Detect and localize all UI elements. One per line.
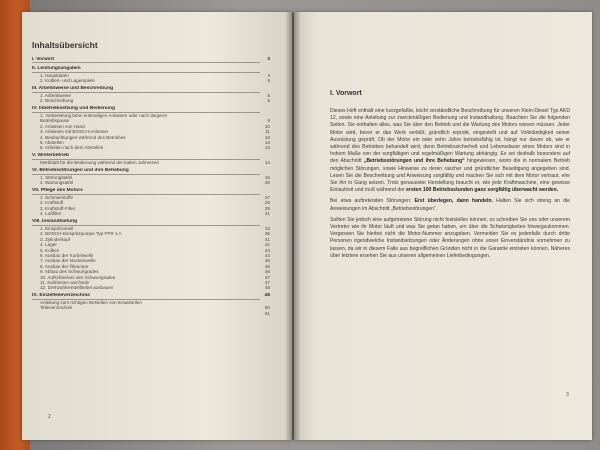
toc-entry-text: 10. Aufschlecken des Schwungrades	[40, 274, 116, 280]
toc-entry	[32, 78, 270, 83]
toc-entry-text: 1. Vorbereitung beim erstmaligen Anlassen oder nach längerer	[40, 113, 168, 119]
toc-entry-text: 3. Anlassen mit BOSCH-Anlasser	[40, 129, 109, 135]
toc-entry-text: Merkblatt für die Bedienung während der kalten Jahreszeit	[40, 160, 159, 166]
toc-section	[32, 66, 270, 71]
vorwort-body	[330, 108, 570, 264]
toc-section	[32, 153, 270, 158]
toc-entry-text: Betriebspause	[40, 118, 70, 124]
toc-entry-text: 5. Abstellen	[40, 140, 64, 146]
toc-entry-page: 46	[264, 263, 270, 269]
toc-entry-text: II. Leistungsangaben	[32, 65, 81, 71]
toc-entry-text: 8. Ausbau der Ölpumpe	[40, 263, 89, 269]
toc-entry-page: 47	[264, 279, 270, 285]
book-gutter	[286, 12, 300, 440]
toc-entry-page: 45	[264, 258, 270, 264]
toc-entry-text: 2. Beschreibung	[40, 98, 74, 104]
toc-entry-text: 2. Kraftstoff	[40, 200, 64, 206]
toc-entry	[32, 160, 270, 165]
toc-entry-text: IV. Inbetriebsetzung und Bedienung	[32, 106, 115, 112]
toc-entry-page: 51	[264, 310, 270, 316]
toc-entry-text: 2. Wartungstafel	[40, 180, 74, 186]
toc-entry-page: 36	[264, 231, 270, 237]
toc-entry-text: 4. Luftfilter	[40, 211, 62, 217]
toc-entry-text: VII. Pflege des Motors	[32, 188, 83, 194]
toc-entry-text: III. Arbeitsweise und Beschreibung	[32, 86, 114, 92]
toc-entry	[32, 180, 270, 185]
vorwort-paragraph	[330, 217, 570, 260]
toc-entry-page: 5	[267, 78, 270, 84]
toc-entry-text: 1. Arbeitsweise	[40, 92, 71, 98]
toc-section	[32, 293, 270, 298]
toc-entry-text: 2. Anlassen von Hand	[40, 123, 85, 129]
toc-entry-page: 33	[264, 226, 270, 232]
toc-entry-page: 27	[264, 195, 270, 201]
toc-entry-text: 1. Einspritzventil	[40, 226, 74, 232]
table-of-contents	[32, 54, 270, 316]
toc-section	[32, 219, 270, 224]
toc-entry-page: 12	[264, 134, 270, 140]
toc-entry-page: 15	[264, 174, 270, 180]
toc-entry-text: I. Vorwort	[32, 56, 55, 62]
right-page-number: 3	[566, 392, 569, 398]
toc-entry-page: 13	[264, 145, 270, 151]
toc-entry-page: 13	[264, 140, 270, 146]
body-text: Halten Sie sich streng an die Anweisungen im Abschnitt „Betriebsstörungen“.	[330, 198, 570, 212]
toc-entry-page: 4	[267, 72, 270, 78]
toc-entry-text: 2. BOSCH-Einspritzpumpe Typ PFR 1 A	[40, 231, 122, 237]
toc-entry-text: 5. Kolben	[40, 247, 60, 253]
emphasis-text: ersten 100 Betriebsstunden ganz sorgfältig überwacht werden.	[406, 187, 559, 194]
vorwort-paragraph	[330, 198, 570, 212]
toc-entry-text: 1. Störungstafel	[40, 174, 73, 180]
toc-entry-page: 48	[264, 285, 270, 291]
toc-entry-page: 11	[265, 129, 270, 135]
toc-entry-text: 2. Kolben- und Lagerspiele	[40, 78, 95, 84]
toc-section	[32, 188, 270, 193]
toc-section	[32, 106, 270, 111]
toc-entry-text: 6. Arbeiten nach dem Abstellen	[40, 145, 104, 151]
toc-entry	[32, 211, 270, 216]
toc-entry-text: V. Winterbetrieb	[32, 153, 70, 159]
toc-entry-text: 9. Abbau des Schwungrades	[40, 269, 99, 275]
toc-entry-text: IX. Einzelteileverzeichnis	[32, 293, 90, 299]
body-text: Dieses Heft enthält eine kurzgefaßte, leicht verständliche Beschreibung für unseren Klein-Diesel Typ AKD 12, sowie eine Anleitung zur zweckmäßigen Bedienung und Instandhaltung. Beachten Sie die folgenden Seiten. Sie enthalten alles, was Sie über den Betrieb und die Wartung des Motors wissen müssen. Jeder Motor wird, bevor er das Werk verläßt, gründlich erprobt, eingestellt und auf Vollständigkeit seiner Ausrüstung geprüft. Ob der Motor ein oder zehn Jahre betriebsfähig ist, hängt nur davon ab, wie er während des Betriebes behandelt wird, denn Betriebssicherheit und Lebensdauer eines Motors sind in hohem Maße von der sorgfältigen und regelmäßigen Wartung abhängig. Es sei deshalb besonders auf den Abschnitt	[330, 108, 570, 165]
toc-entry-page: 3	[267, 56, 270, 62]
toc-entry-text: 1. Hauptdaten	[40, 72, 69, 78]
body-text: hingewiesen, worin die in normalem Betrieb möglichen Störungen, sowie Hinweise zu deren rascher und gründlicher Beseitigung angegeben sind. Lesen Sie die Beschreibung und Anweisung sorgfältig und machen Sie sich mit dem Motor vertraut, ehe Sie ihn in Gang setzen. Trotz genauester Herstellung braucht er, wie jede Kraftmaschine, eine gewisse Einlaufzeit und muß während der	[330, 158, 571, 194]
toc-section	[32, 86, 270, 91]
toc-entry-page: 41	[264, 236, 270, 242]
toc-entry-page: 47	[264, 274, 270, 280]
emphasis-text: „Betriebsstörungen und ihre Behebung“	[363, 158, 465, 165]
toc-entry-page: 26	[264, 180, 270, 186]
toc-entry-page: 31	[264, 211, 270, 217]
toc-entry-text: 3. Kraftstoff-Filter	[40, 205, 76, 211]
toc-entry-page: 29	[264, 200, 270, 206]
toc-entry-page: 44	[264, 247, 270, 253]
vorwort-paragraph	[330, 108, 570, 194]
toc-entry-text: 7. Ausbau der Nockenwelle	[40, 258, 96, 264]
toc-entry-text: Anleitung zum richtigen Bestellen von Ersatzteilen	[40, 300, 142, 306]
toc-entry-page: 46	[264, 269, 270, 275]
section-rule	[32, 62, 260, 63]
toc-entry-page: 6	[267, 92, 270, 98]
toc-entry-text: VI. Betriebsstörungen und ihre Behebung	[32, 168, 129, 174]
toc-entry-page: 50	[264, 305, 270, 311]
toc-entry-page: 6	[267, 98, 270, 104]
toc-entry-page: 48	[264, 293, 270, 299]
toc-section	[32, 57, 270, 62]
body-text: Sollten Sie jedoch eine aufgetretene Störung nicht feststellen können, so schreiben Sie uns oder unserem Vertreter wie ihr Motor läuft und was Sie getan haben, um über die Schwierigkeiten hinwegzukommen. Vergessen Sie hierbei nicht die Motor-Nummer anzugeben. Vermeiden Sie es jedenfalls durch dritte Personen irgendwelche Instandsetzungen oder Änderungen ohne unser Einverständnis vornehmen zu lassen, da wir in diesem Falle aus begreiflichen Gründen nicht in die Garantie eintreten können. Näheres über letztere ersehen Sie aus unseren allgemeinen Lieferbedingungen.	[330, 216, 570, 259]
toc-entry-text: 3. Zylinderkopf	[40, 236, 71, 242]
toc-entry	[32, 98, 270, 103]
left-page-number: 2	[48, 414, 51, 420]
toc-entry-text: 4. Lager	[40, 242, 57, 248]
toc-entry-page: 10	[264, 123, 270, 129]
toc-entry-text: 11. Keilriemen wechseln	[40, 279, 90, 285]
toc-entry-text: 6. Ausbau der Kurbelwelle	[40, 252, 94, 258]
toc-entry-page: 29	[264, 205, 270, 211]
toc-entry	[32, 145, 270, 150]
toc-entry-page: 42	[264, 242, 270, 248]
toc-title: Inhaltsübersicht	[32, 40, 98, 50]
toc-entry-page: 44	[264, 252, 270, 258]
toc-entry-text: Teileverzeichnis	[40, 305, 73, 311]
toc-entry	[32, 285, 270, 290]
toc-entry-text: 4. Beobachtungen während des Betriebes	[40, 134, 126, 140]
toc-entry-text: 1. Schmierstoffe	[40, 195, 74, 201]
toc-entry-page: 14	[264, 160, 270, 166]
toc-section	[32, 168, 270, 173]
body-text: Bei etwa auftretenden Störungen:	[330, 198, 415, 205]
toc-entry-page: 8	[267, 118, 270, 124]
toc-entry	[32, 311, 270, 316]
vorwort-heading: I. Vorwort	[330, 90, 362, 97]
toc-entry-text: VIII. Instandhaltung	[32, 219, 78, 225]
toc-entry-text: 12. Drehzahlverstellhebel ausbauen	[40, 285, 114, 291]
emphasis-text: Erst überlegen, dann handeln.	[414, 198, 493, 205]
